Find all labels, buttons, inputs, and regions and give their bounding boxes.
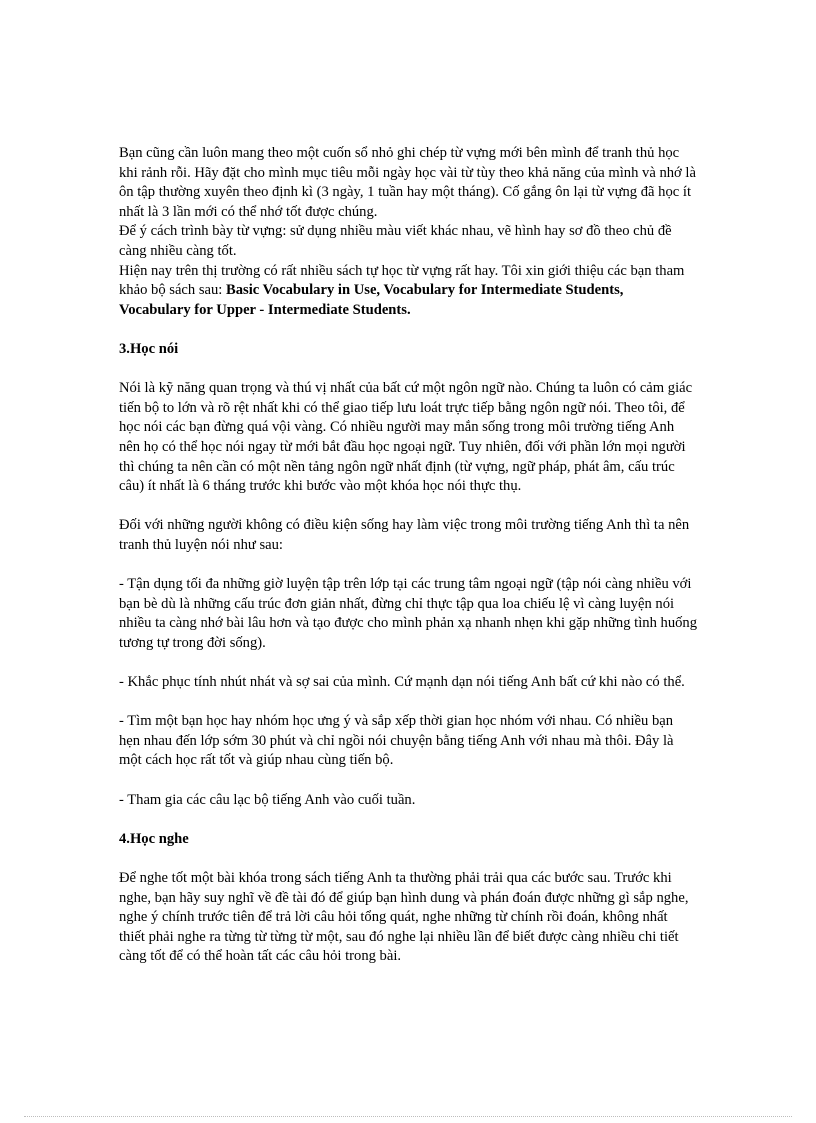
spacer	[119, 360, 697, 380]
vocab-paragraph-books	[119, 262, 697, 321]
listening-paragraph-steps: Để nghe tốt một bài khóa trong sách tiếng Anh ta thường phải trải qua các bước sau. Trước khi nghe, bạn hãy suy nghĩ về đề tài đó để giúp bạn hình dung và phán đoán được những gì sắp nghe, nghe ý chính trước tiên để trả lời câu hỏi tổng quát, nghe những từ chính rồi đoán, không nhất thiết phải nghe ra từng từ từng từ một, sau đó nghe lại nhiều lần để biết được càng nhiều chi tiết càng tốt để có thể hoàn tất các câu hỏi trong bài.	[119, 869, 689, 965]
spacer	[119, 849, 697, 869]
speaking-paragraph-intro: Nói là kỹ năng quan trọng và thú vị nhất của bất cứ một ngôn ngữ nào. Chúng ta luôn có cảm giác tiến bộ to lớn và rõ rệt nhất khi có thể giao tiếp lưu loát trực tiếp bằng ngôn ngữ nói. Theo tôi, để học nói các bạn đừng quá vội vàng. Có nhiều người may mắn sống trong môi trường tiếng Anh nên họ có thể học nói ngay từ mới bắt đầu học ngoại ngữ. Tuy nhiên, đối với phần lớn mọi người thì chúng ta nên cần có một nền tảng ngôn ngữ nhất định (từ vựng, ngữ pháp, phát âm, cấu trúc câu) ít nhất là 6 tháng trước khi bước vào một khóa học nói thực thụ.	[119, 380, 693, 495]
spacer	[119, 555, 697, 575]
speaking-bullet-club: - Tham gia các câu lạc bộ tiếng Anh vào cuối tuần.	[119, 791, 416, 808]
vocab-books-intro: Hiện nay trên thị trường có rất nhiều sách tự học từ vựng rất hay. Tôi xin giới thiệu các bạn tham khảo bộ sách sau:	[119, 262, 685, 299]
spacer	[119, 653, 697, 673]
spacer	[119, 771, 697, 791]
document-page	[119, 144, 697, 967]
spacer	[119, 320, 697, 340]
speaking-bullet-classroom: - Tận dụng tối đa những giờ luyện tập trên lớp tại các trung tâm ngoại ngữ (tập nói càng nhiều với bạn bè dù là những cấu trúc đơn giản nhất, đừng chỉ thực tập qua loa chiếu lệ vì càng luyện nói nhiều ta càng nhớ bài lâu hơn và tạo được cho mình phản xạ nhanh nhẹn khi gặp những tình huống tương tự trong đời sống).	[119, 576, 698, 651]
speaking-bullet-study-group: - Tìm một bạn học hay nhóm học ưng ý và sắp xếp thời gian học nhóm với nhau. Có nhiều bạn hẹn nhau đến lớp sớm 30 phút và chỉ ngồi nói chuyện bằng tiếng Anh với nhau mà thôi. Đây là một cách học rất tốt và giúp nhau cùng tiến bộ.	[119, 713, 674, 769]
page-bottom-rule	[24, 1116, 792, 1117]
vocab-book-titles: Basic Vocabulary in Use, Vocabulary for Intermediate Students, Vocabulary for Upper - Intermediate Students.	[119, 282, 624, 318]
spacer	[119, 810, 697, 830]
listening-heading: 4.Học nghe	[119, 830, 189, 847]
vocab-paragraph-presentation: Để ý cách trình bày từ vựng: sử dụng nhiều màu viết khác nhau, vẽ hình hay sơ đồ theo chủ đề càng nhiều càng tốt.	[119, 223, 672, 259]
speaking-heading: 3.Học nói	[119, 340, 179, 357]
speaking-paragraph-conditions: Đối với những người không có điều kiện sống hay làm việc trong môi trường tiếng Anh thì ta nên tranh thủ luyện nói như sau:	[119, 517, 690, 553]
speaking-bullet-shyness: - Khắc phục tính nhút nhát và sợ sai của mình. Cứ mạnh dạn nói tiếng Anh bất cứ khi nào có thể.	[119, 674, 685, 691]
spacer	[119, 693, 697, 713]
vocab-paragraph-notebook: Bạn cũng cần luôn mang theo một cuốn sổ nhỏ ghi chép từ vựng mới bên mình để tranh thủ học khi rảnh rỗi. Hãy đặt cho mình mục tiêu mỗi ngày học vài từ tùy theo khả năng của mình và nhớ là ôn tập thường xuyên theo định kì (3 ngày, 1 tuần hay một tháng). Cố gắng ôn lại từ vựng đã học ít nhất là 3 lần mới có thể nhớ tốt được chúng.	[119, 145, 696, 220]
spacer	[119, 497, 697, 517]
